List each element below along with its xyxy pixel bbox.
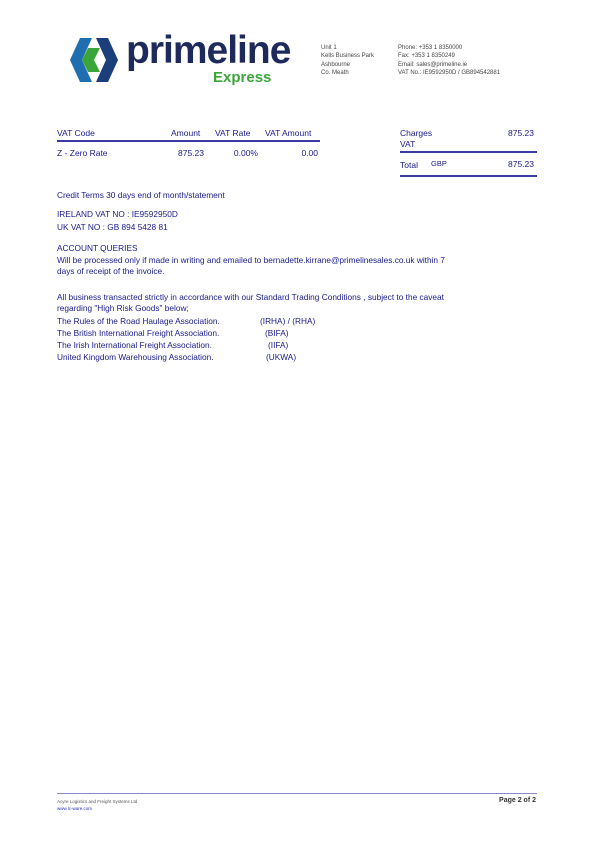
vat-table-rule — [57, 140, 320, 142]
address-line: Co. Meath — [321, 69, 349, 76]
contact-line: Fax: +353 1 8350249 — [398, 53, 455, 60]
ireland-vat: IRELAND VAT NO : IE9592950D — [57, 209, 178, 219]
logo-subtitle: Express — [213, 69, 272, 86]
contact-line: VAT No.: IE9592950D / GB894542881 — [398, 69, 501, 76]
address-left — [321, 44, 374, 77]
contact-line: Phone: +353 1 8350000 — [398, 45, 463, 51]
total-rule — [400, 175, 537, 177]
charges-label: Charges — [400, 128, 433, 138]
total-label: Total — [400, 160, 418, 170]
terms-line: All business transacted strictly in accordance with our Standard Trading Conditions , subject to the caveat — [57, 292, 444, 302]
total-value: 875.23 — [508, 159, 534, 169]
primeline-logo-icon — [66, 36, 122, 84]
uk-vat: UK VAT NO : GB 894 5428 81 — [57, 222, 168, 232]
association-name: The Rules of the Road Haulage Association. — [57, 316, 220, 326]
address-right — [398, 44, 500, 77]
queries-line: days of receipt of the invoice. — [57, 266, 165, 276]
contact-line: Email: sales@primeline.ie — [398, 61, 468, 68]
address-line: Kells Business Park — [321, 53, 375, 60]
association-name: The British International Freight Association. — [57, 328, 220, 338]
charges-rule — [400, 151, 537, 153]
footer-company: Acyre Logistics and Freight Systems Ltd — [57, 799, 138, 804]
currency-label: GBP — [431, 159, 447, 168]
association-abbr: (UKWA) — [266, 352, 297, 362]
vat-amount-cell: 0.00 — [301, 148, 318, 158]
vat-label: VAT — [400, 139, 416, 149]
vat-code-header: VAT Code — [57, 128, 95, 138]
vat-code-cell: Z - Zero Rate — [57, 148, 108, 158]
association-abbr: (IIFA) — [268, 340, 289, 350]
logo-wordmark: primeline — [126, 29, 291, 72]
page-number: Page 2 of 2 — [499, 797, 536, 804]
vat-rate-header: VAT Rate — [215, 128, 251, 138]
vat-amount-header: VAT Amount — [265, 128, 312, 138]
footer-website[interactable]: www.lc-ware.com — [57, 806, 93, 811]
address-line: Unit 1 — [321, 45, 337, 51]
charges-value: 875.23 — [508, 128, 534, 138]
association-name: The Irish International Freight Association. — [57, 340, 212, 350]
association-abbr: (IRHA) / (RHA) — [260, 316, 316, 326]
vat-rate-cell: 0.00% — [233, 148, 258, 158]
association-abbr: (BIFA) — [265, 328, 289, 338]
terms-line: regarding "High Risk Goods" below; — [57, 303, 189, 313]
amount-header: Amount — [171, 128, 201, 138]
amount-cell: 875.23 — [178, 148, 204, 158]
queries-line: Will be processed only if made in writing and emailed to bernadette.kirrane@primelinesales.co.uk within 7 — [57, 255, 445, 265]
address-line: Ashbourne — [321, 61, 351, 68]
queries-heading: ACCOUNT QUERIES — [57, 243, 138, 253]
credit-terms: Credit Terms 30 days end of month/statement — [57, 190, 225, 200]
association-name: United Kingdom Warehousing Association. — [57, 352, 214, 362]
footer-rule — [57, 793, 537, 794]
